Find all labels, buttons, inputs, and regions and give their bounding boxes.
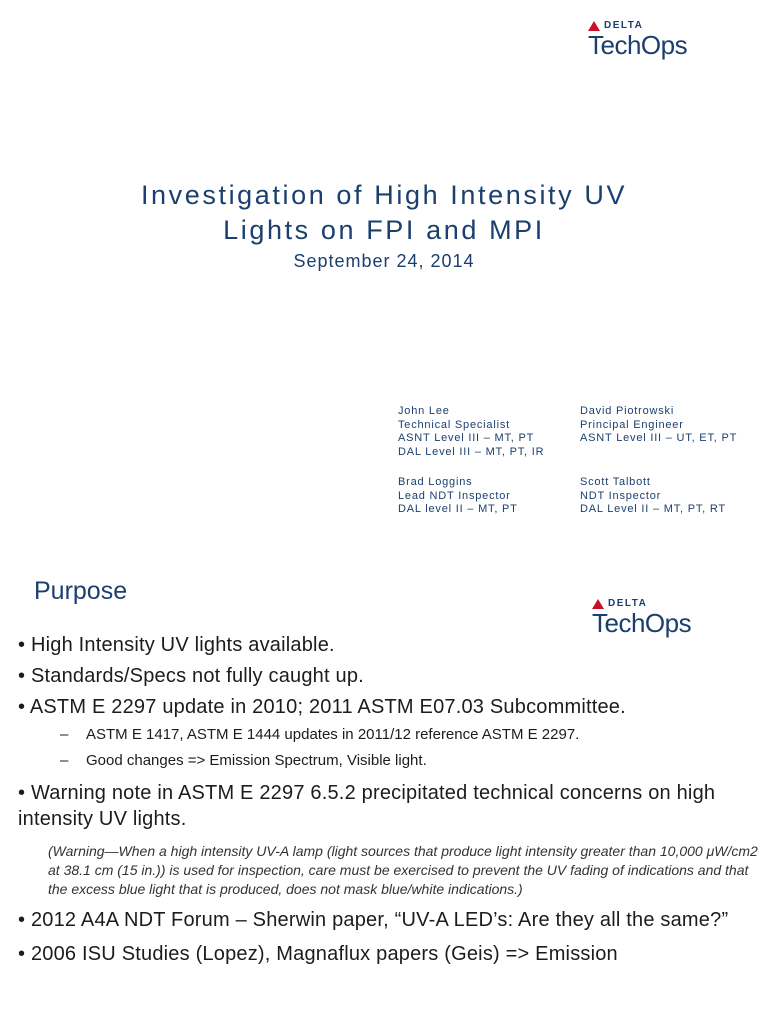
author-john-lee — [398, 405, 544, 459]
author-line: Technical Specialist — [398, 418, 510, 431]
sub-bullet-item — [60, 724, 758, 746]
bullet-item: • ASTM E 2297 update in 2010; 2011 ASTM E07.03 Subcommittee. — [18, 696, 626, 718]
delta-widget-icon — [592, 599, 604, 609]
author-line: Lead NDT Inspector — [398, 489, 511, 502]
bullet-item: • 2012 A4A NDT Forum – Sherwin paper, “UV-A LED’s: Are they all the same?” — [18, 909, 729, 931]
presentation-date: September 24, 2014 — [293, 251, 475, 271]
author-line: DAL level II – MT, PT — [398, 503, 518, 515]
author-david-piotrowski — [580, 405, 737, 446]
bullet-list — [18, 632, 758, 967]
title-line-1: Investigation of High Intensity UV — [140, 180, 628, 210]
dash: – — [60, 752, 69, 769]
bullet-item: • Warning note in ASTM E 2297 6.5.2 precipitated technical concerns on high intensity UV lights. — [18, 782, 716, 830]
dash: – — [60, 726, 69, 743]
logo-brand: DELTA — [604, 20, 644, 31]
bullet-item: • 2006 ISU Studies (Lopez), Magnaflux papers (Geis) => Emission — [18, 943, 618, 965]
author-line: Scott Talbott — [580, 476, 651, 488]
delta-widget-icon — [588, 21, 600, 31]
sub-bullet-text: ASTM E 1417, ASTM E 1444 updates in 2011/12 reference ASTM E 2297. — [86, 726, 580, 743]
author-line: David Piotrowski — [580, 405, 675, 417]
author-line: Principal Engineer — [580, 418, 684, 431]
author-line: DAL Level III – MT, PT, IR — [398, 445, 545, 458]
logo-name: TechOps — [588, 30, 688, 60]
bullet-item: • High Intensity UV lights available. — [18, 634, 335, 656]
author-line: ASNT Level III – UT, ET, PT — [580, 432, 738, 444]
delta-techops-logo — [592, 598, 691, 636]
author-line: DAL Level II – MT, PT, RT — [580, 503, 726, 515]
sub-bullet-item — [60, 750, 758, 772]
logo-brand: DELTA — [608, 598, 648, 609]
logo-name: TechOps — [592, 608, 692, 638]
delta-techops-logo — [588, 20, 687, 58]
author-line: NDT Inspector — [580, 489, 662, 502]
author-line: Brad Loggins — [398, 476, 473, 488]
slide-title: Purpose — [34, 577, 128, 605]
author-brad-loggins — [398, 476, 518, 517]
warning-quote: (Warning—When a high intensity UV-A lamp (light sources that produce light intensity greater than 10,000 μW/cm2 at 38.1 cm (15 in.)) is used for inspection, care must be exercised to prevent the UV fading of indications and that the excess blue light that is produced, does not mask blue/white indications.) — [48, 843, 758, 897]
bullet-item: • Standards/Specs not fully caught up. — [18, 665, 364, 687]
author-line: ASNT Level III – MT, PT — [398, 432, 535, 444]
sub-bullet-text: Good changes => Emission Spectrum, Visible light. — [86, 752, 427, 769]
title-line-2: Lights on FPI and MPI — [223, 215, 545, 245]
author-scott-talbott — [580, 476, 726, 517]
author-line: John Lee — [398, 405, 450, 417]
